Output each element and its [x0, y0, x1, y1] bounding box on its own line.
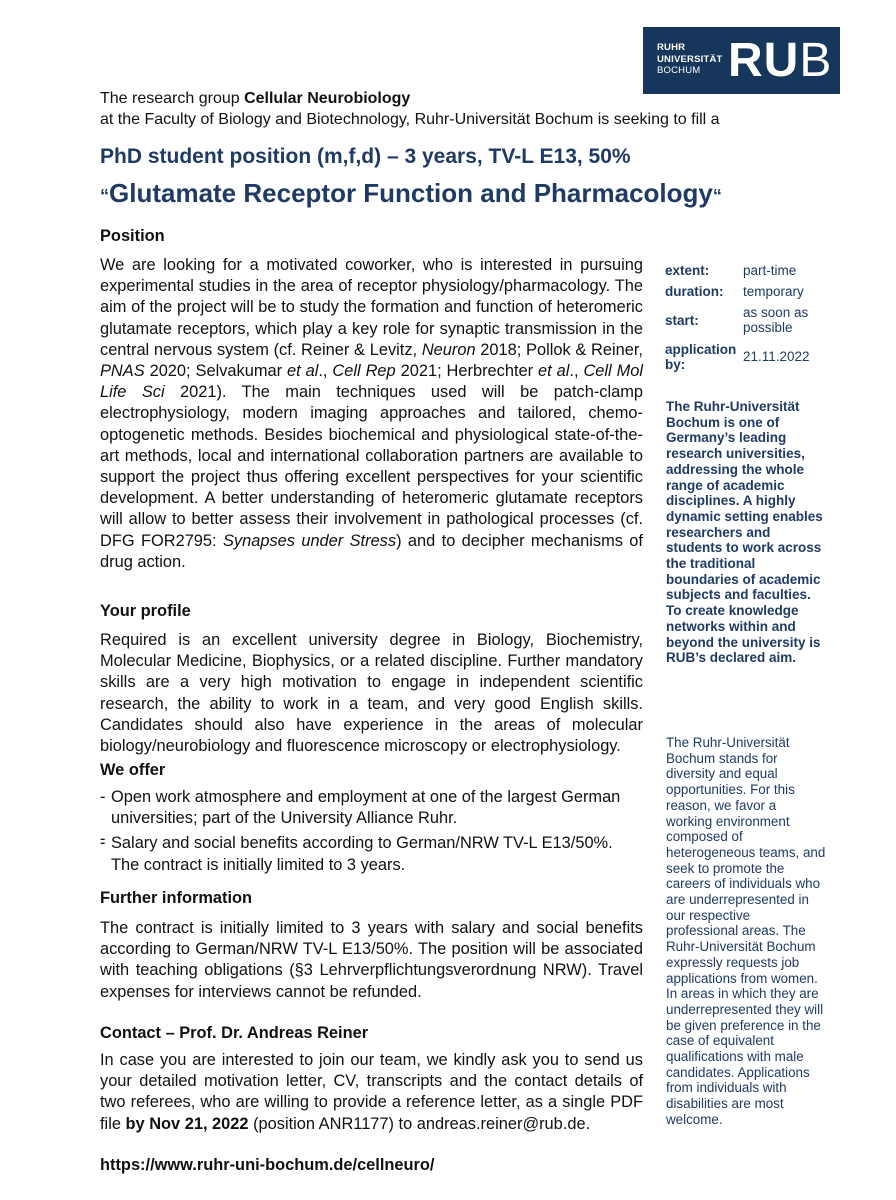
position-text: 2021; Herbrechter — [395, 362, 539, 381]
citation-et-al: et al — [287, 362, 319, 381]
fact-value: 21.11.2022 — [743, 349, 810, 364]
intro-line-2: at the Faculty of Biology and Biotechnology, Ruhr-Universität Bochum is seeking to fill a — [100, 111, 720, 128]
logo-monogram-b: B — [799, 34, 833, 87]
position-text: We are looking for a motivated coworker, who is interested in pursuing experimental studies in the area of receptor physiology/pharmacology. The aim of the project will be to study the formation and function of heteromeric glutamate receptors, which play a key role for synaptic transmission in the central nervous system (cf. Reiner & Levitz, — [100, 256, 643, 359]
contact-text — [100, 1050, 643, 1135]
offer-item: - Open work atmosphere and employment at one of the largest German universities; part of the University Alliance Ruhr. — [100, 787, 643, 829]
logo-line-2: UNIVERSITÄT — [657, 53, 723, 65]
logo-wordmark — [657, 42, 723, 77]
fact-label: duration: — [665, 284, 724, 299]
contact-heading: Contact – Prof. Dr. Andreas Reiner — [100, 1024, 369, 1042]
further-info-heading: Further information — [100, 889, 253, 907]
open-quote: “ — [100, 186, 109, 206]
university-logo — [643, 27, 840, 94]
position-description — [100, 255, 643, 573]
project-title-text: Glutamate Receptor Function and Pharmacology — [109, 178, 713, 208]
offer-list — [100, 787, 643, 876]
profile-description: Required is an excellent university degree in Biology, Biochemistry, Molecular Medicine, Biophysics, or a related discipline. Further mandatory skills are a very high motivation to engage in independent scientific research, the ability to work in a team, and very good English skills. Candidates should also have experience in the areas of molecular biology/neurobiology and fluorescence microscopy or electrophysiology. — [100, 631, 643, 756]
logo-monogram — [728, 34, 833, 87]
position-text: ) and to decipher mechanisms of drug action. — [100, 531, 643, 571]
position-text: 2020; Selvakumar — [144, 362, 287, 381]
citation-journal: Neuron — [421, 340, 476, 359]
fact-label: start: — [665, 313, 699, 328]
offer-item: - Salary and social benefits according to German/NRW TV-L E13/50%. The contract is initially limited to 3 years. — [100, 833, 643, 875]
logo-monogram-ru: RU — [728, 34, 800, 87]
fact-label: application by: — [665, 342, 737, 372]
citation-et-al: et al — [538, 362, 570, 381]
logo-line-1: RUHR — [657, 42, 686, 53]
intro-text — [100, 88, 820, 130]
position-title: PhD student position (m,f,d) – 3 years, TV-L E13, 50% — [100, 145, 631, 168]
group-website-link[interactable]: https://www.ruhr-uni-bochum.de/cellneuro/ — [100, 1156, 435, 1174]
position-text: 2018; Pollok & Reiner, — [475, 340, 643, 359]
diversity-statement: The Ruhr-Universität Bochum stands for diversity and equal opportunities. For this reason, we favor a working environment composed of heterogeneous teams, and seek to promote the careers of individuals who are underrepresented in our respective professional areas. The Ruhr-Universität Bochum expressly requests job applications from women. In areas in which they are underrepresented they will be given preference in the case of equivalent qualifications with male candidates. Applications from individuals with disabilities are most welcome. — [666, 735, 826, 1127]
fact-value: temporary — [743, 284, 804, 299]
project-title — [100, 175, 800, 214]
research-group-name: Cellular Neurobiology — [244, 90, 411, 107]
research-unit-title: Synapses under Stress — [222, 531, 397, 550]
position-heading: Position — [100, 227, 165, 245]
position-text: ., — [569, 362, 584, 381]
contact-text-part: In case you are interested to join our team, we kindly ask you to send us your detailed motivation letter, CV, transcripts and the contact details of two referees, who are willing to provide a reference letter, as a single PDF file — [100, 1051, 643, 1133]
position-text: 2021). The main techniques used will be patch-clamp electrophysiology, modern imaging approaches and tailored, chemo-optogenetic methods. Besides biochemical and physiological state-of-the-art methods, local and international collaboration partners are available to support the project thus offering excellent perspectives for your scientific development. A better understanding of heteromeric glutamate receptors will allow to better assess their involvement in pathological processes (cf. DFG FOR2795: — [100, 383, 643, 550]
intro-prefix: The research group — [100, 90, 245, 107]
close-quote: “ — [712, 186, 722, 206]
fact-value: as soon as possible — [743, 305, 809, 335]
profile-heading: Your profile — [100, 602, 191, 620]
logo-line-3: BOCHUM — [657, 65, 701, 76]
position-text: ., — [318, 362, 333, 381]
fact-value: part-time — [743, 263, 797, 278]
citation-journal: PNAS — [100, 362, 145, 381]
further-info-text: The contract is initially limited to 3 years with salary and social benefits according to German/NRW TV-L E13/50%. The position will be associated with teaching obligations (§3 Lehrverpflichtungsverordnung NRW). Travel expenses for interviews cannot be refunded. — [100, 919, 643, 1001]
intro-line-1 — [100, 88, 820, 109]
citation-journal: Cell Rep — [332, 362, 396, 381]
offer-heading: We offer — [100, 761, 166, 779]
fact-label: extent: — [665, 263, 710, 278]
university-profile-note: The Ruhr-Universität Bochum is one of Germany’s leading research universities, addressing the whole range of academic disciplines. A highly dynamic setting enables researchers and students to work across the traditional boundaries of academic subjects and faculties. To create knowledge networks within and beyond the university is RUB’s declared aim. — [666, 399, 823, 666]
application-deadline: by Nov 21, 2022 — [125, 1114, 249, 1133]
contact-text-part: (position ANR1177) to andreas.reiner@rub.de. — [248, 1114, 591, 1133]
citation-journal: Cell Mol Life Sci — [100, 362, 644, 402]
